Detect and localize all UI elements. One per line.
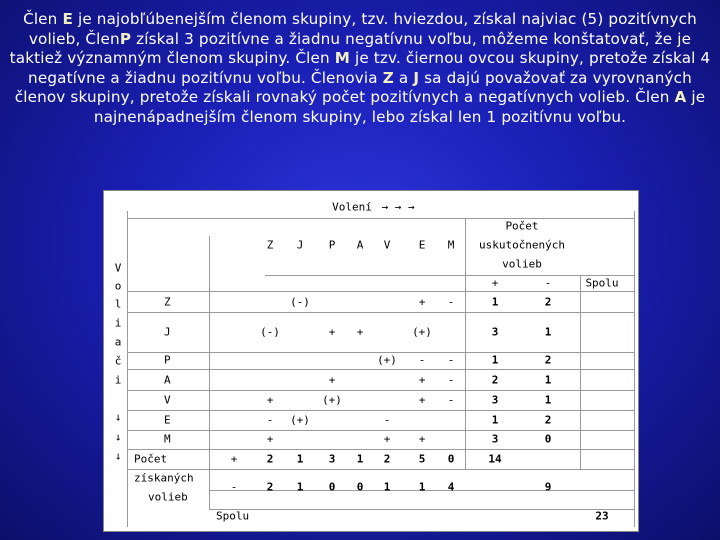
- grid-line: [634, 211, 635, 527]
- vote-cell: -: [266, 413, 274, 427]
- vote-cell: (-): [290, 295, 310, 309]
- ziskanych-minus-total: 9: [544, 480, 552, 494]
- row-plus-count: 3: [491, 393, 499, 407]
- grid-line: [127, 410, 634, 411]
- grid-line: [265, 275, 634, 276]
- ziskanych-plus-sign: +: [230, 452, 238, 466]
- vote-cell: +: [266, 393, 274, 407]
- voliaci-label-char: ↓: [114, 430, 122, 444]
- vote-cell: +: [383, 432, 391, 446]
- vote-cell: +: [418, 432, 426, 446]
- column-header-v: V: [383, 238, 391, 252]
- row-plus-count: 1: [491, 413, 499, 427]
- ziskanych-label-2: získaných: [134, 471, 194, 485]
- ziskanych-plus-z: 2: [266, 452, 274, 466]
- vote-cell: +: [418, 393, 426, 407]
- ziskanych-minus-z: 2: [266, 480, 274, 494]
- ziskanych-plus-v: 2: [383, 452, 391, 466]
- grid-line: [127, 449, 634, 450]
- row-minus-count: 1: [544, 393, 552, 407]
- voleni-label: Volení: [332, 200, 372, 214]
- column-header-z: Z: [266, 238, 274, 252]
- vote-cell: (+): [322, 393, 342, 407]
- voliaci-label-char: a: [114, 335, 122, 349]
- grid-line: [127, 390, 634, 391]
- row-minus-count: 2: [544, 353, 552, 367]
- column-header-j: J: [296, 238, 304, 252]
- voliaci-label-char: č: [114, 354, 122, 368]
- vote-cell: (-): [260, 325, 280, 339]
- sociometric-table: [103, 190, 639, 532]
- row-minus-count: 1: [544, 325, 552, 339]
- row-minus-count: 2: [544, 295, 552, 309]
- voliaci-label-char: ↓: [114, 410, 122, 424]
- pocet-header-3: volieb: [502, 257, 542, 271]
- grid-line: [127, 430, 634, 431]
- member-j: J: [413, 68, 420, 87]
- column-header-a: A: [356, 238, 364, 252]
- vote-cell: -: [383, 413, 391, 427]
- ziskanych-minus-a: 0: [356, 480, 364, 494]
- vote-cell: +: [328, 325, 336, 339]
- grid-line: [209, 509, 634, 510]
- row-minus-count: 0: [544, 432, 552, 446]
- voliaci-label-char: ↓: [114, 449, 122, 463]
- row-plus-count: 3: [491, 432, 499, 446]
- row-label-m: M: [164, 432, 171, 446]
- ziskanych-minus-sign: -: [230, 480, 238, 494]
- vote-cell: -: [447, 373, 455, 387]
- column-header-m: M: [447, 238, 455, 252]
- row-plus-count: 1: [491, 353, 499, 367]
- grid-line: [127, 291, 634, 292]
- grid-line: [127, 369, 634, 370]
- ziskanych-label-3: volieb: [148, 490, 188, 504]
- ziskanych-label-1: Počet: [134, 452, 168, 466]
- spolu-footer-label: Spolu: [216, 509, 250, 523]
- ziskanych-plus-a: 1: [356, 452, 364, 466]
- ziskanych-plus-e: 5: [418, 452, 426, 466]
- row-label-j: J: [164, 325, 171, 339]
- voliaci-label-char: V: [114, 261, 122, 275]
- member-z: Z: [382, 68, 394, 87]
- ziskanych-plus-total: 14: [488, 452, 502, 466]
- vote-cell: (+): [290, 413, 310, 427]
- row-plus-count: 2: [491, 373, 499, 387]
- column-header-p: P: [328, 238, 336, 252]
- member-e: E: [62, 10, 73, 28]
- vote-cell: -: [447, 295, 455, 309]
- grid-line: [465, 218, 466, 469]
- row-plus-count: 1: [491, 295, 499, 309]
- grid-line: [127, 469, 634, 470]
- vote-cell: -: [418, 353, 426, 367]
- ziskanych-plus-m: 0: [447, 452, 455, 466]
- ziskanych-minus-p: 0: [328, 480, 336, 494]
- voliaci-label-char: l: [114, 297, 122, 311]
- row-label-e: E: [164, 413, 171, 427]
- vote-cell: +: [356, 325, 364, 339]
- voliaci-label-char: i: [114, 316, 122, 330]
- voliaci-label-char: i: [114, 373, 122, 387]
- vote-cell: +: [328, 373, 336, 387]
- vote-cell: (+): [412, 325, 432, 339]
- vote-cell: +: [266, 432, 274, 446]
- row-minus-count: 1: [544, 373, 552, 387]
- column-header-e: E: [418, 238, 426, 252]
- member-m: M: [334, 49, 350, 68]
- ziskanych-plus-p: 3: [328, 452, 336, 466]
- ziskanych-minus-e: 1: [418, 480, 426, 494]
- ziskanych-plus-j: 1: [296, 452, 304, 466]
- grid-line: [127, 312, 634, 313]
- row-label-p: P: [164, 353, 171, 367]
- vote-cell: -: [447, 353, 455, 367]
- pocet-header-1: Počet: [505, 219, 539, 233]
- explanation-paragraph: Člen E je najobľúbenejším členom skupiny, tzv. hviezdou, získal najviac (5) pozitívnych volieb, ČlenP získal 3 pozitívne a žiadnu negatívnu voľbu, môžeme konštatovať, že je taktiež významným členom skupiny. Člen M je tzv. čiernou ovcou skupiny, pretože získal 4 negatívne a žiadnu pozitívnu voľbu. Členovia Z a J sa dajú považovať za vyrovnaných členov skupiny, pretože získali rovnaký počet pozitívnych a negatívnych volieb. Člen A je najnenápadnejším členom skupiny, lebo získal len 1 pozitívnu voľbu.: [9, 10, 711, 126]
- vote-cell: -: [447, 393, 455, 407]
- row-label-v: V: [164, 393, 171, 407]
- grid-line: [127, 218, 634, 219]
- voleni-arrows: → → →: [381, 200, 415, 214]
- row-label-a: A: [164, 373, 171, 387]
- vote-cell: +: [418, 373, 426, 387]
- member-a: A: [674, 88, 687, 107]
- row-plus-count: 3: [491, 325, 499, 339]
- spolu-footer-total: 23: [595, 509, 609, 523]
- grid-line: [580, 276, 581, 469]
- ziskanych-minus-v: 1: [383, 480, 391, 494]
- voliaci-label-char: o: [114, 279, 122, 293]
- ziskanych-minus-m: 4: [447, 480, 455, 494]
- spolu-header: Spolu: [585, 276, 619, 290]
- pocet-header-2: uskutočnených: [478, 238, 566, 252]
- vote-cell: +: [418, 295, 426, 309]
- vote-cell: (+): [377, 353, 397, 367]
- plus-header: +: [491, 276, 499, 290]
- member-p: P: [119, 29, 132, 48]
- row-minus-count: 2: [544, 413, 552, 427]
- grid-line: [209, 236, 210, 509]
- ziskanych-minus-j: 1: [296, 480, 304, 494]
- grid-line: [127, 211, 128, 527]
- minus-header: -: [544, 276, 552, 290]
- row-label-z: Z: [164, 295, 171, 309]
